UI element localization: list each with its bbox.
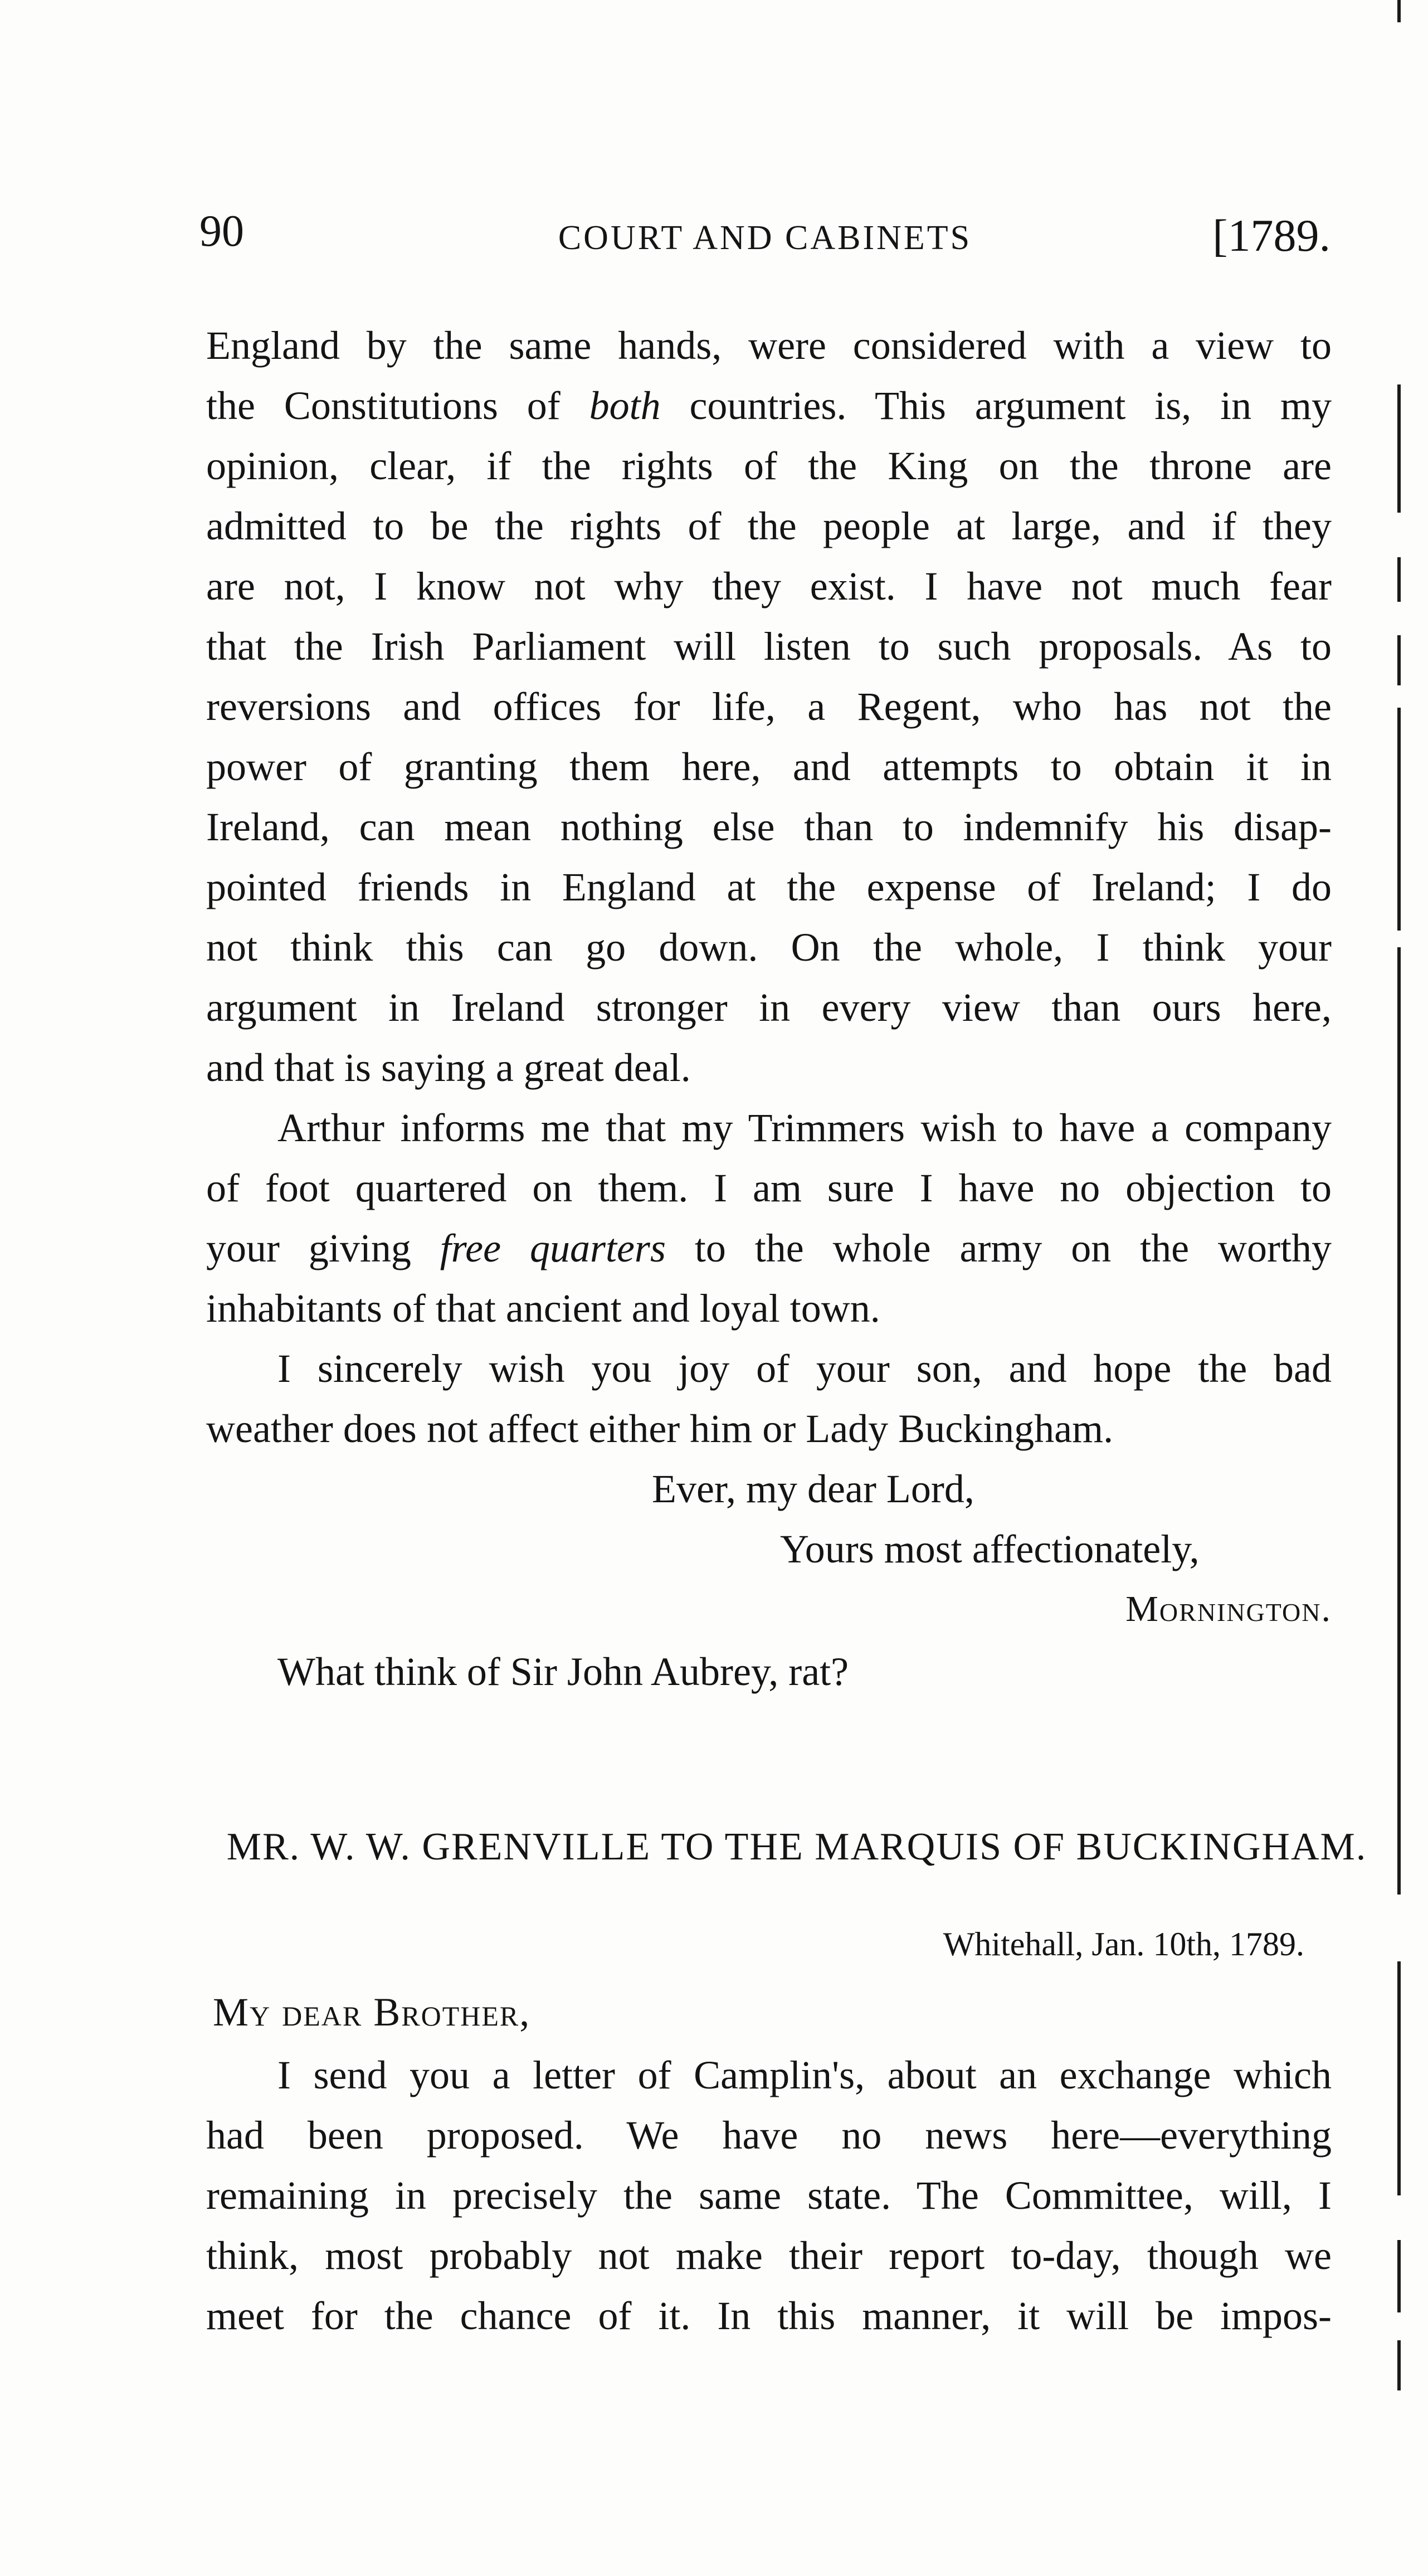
text-line: remaining in precisely the same state. The Committee, will, I	[206, 2173, 1332, 2218]
letter-dateline: Whitehall, Jan. 10th, 1789.	[943, 1926, 1304, 1963]
scan-edge-mark	[1397, 384, 1401, 513]
text-line: meet for the chance of it. In this manner, it will be impos-	[206, 2293, 1332, 2338]
signature: Mornington.	[1125, 1589, 1332, 1629]
paragraph-continued	[206, 315, 1332, 1459]
text-line: had been proposed. We have no news here—everything	[206, 2113, 1332, 2158]
complimentary-close: Yours most affectionately,	[780, 1527, 1200, 1571]
running-title: COURT AND CABINETS	[558, 219, 972, 257]
text-line: are not, I know not why they exist. I have not much fear	[206, 564, 1332, 608]
letter-body	[206, 2045, 1332, 2346]
text-line: not think this can go down. On the whole, I think your	[206, 925, 1332, 970]
text-line: the Constitutions of both countries. This argument is, in my	[206, 383, 1332, 428]
text-line: England by the same hands, were considered with a view to	[206, 323, 1332, 368]
text-line: your giving free quarters to the whole army on the worthy	[206, 1226, 1332, 1270]
scan-edge-mark	[1397, 947, 1401, 1895]
text-line: think, most probably not make their report to-day, though we	[206, 2233, 1332, 2278]
running-header	[199, 206, 1330, 267]
scan-edge-mark	[1397, 557, 1401, 602]
text-line: power of granting them here, and attempts to obtain it in	[206, 744, 1332, 789]
page-number: 90	[199, 207, 244, 256]
text-line: opinion, clear, if the rights of the King on the throne are	[206, 444, 1332, 488]
text-line: and that is saying a great deal.	[206, 1045, 691, 1090]
scan-edge-mark	[1397, 0, 1401, 22]
header-year: [1789.	[1212, 210, 1330, 261]
scan-edge-mark	[1397, 1961, 1401, 2195]
letter-closing	[206, 1459, 1332, 1639]
scan-edge-mark	[1397, 635, 1401, 685]
scan-edge-mark	[1397, 2340, 1401, 2390]
postscript-line: What think of Sir John Aubrey, rat?	[277, 1649, 849, 1694]
text-line: inhabitants of that ancient and loyal town.	[206, 1286, 880, 1331]
text-line: that the Irish Parliament will listen to such proposals. As to	[206, 624, 1332, 669]
text-line: Arthur informs me that my Trimmers wish to have a company	[277, 1106, 1332, 1150]
text-line: I sincerely wish you joy of your son, and hope the bad	[277, 1346, 1332, 1391]
text-line: I send you a letter of Camplin's, about an exchange which	[277, 2053, 1332, 2097]
text-line: Ireland, can mean nothing else than to indemnify his disap-	[206, 805, 1332, 849]
text-line: argument in Ireland stronger in every view than ours here,	[206, 985, 1332, 1030]
text-line: weather does not affect either him or Lady Buckingham.	[206, 1406, 1114, 1451]
italic-text: both	[589, 383, 661, 428]
italic-text: free quarters	[440, 1226, 666, 1270]
text-line: pointed friends in England at the expense of Ireland; I do	[206, 865, 1332, 909]
letter-heading: MR. W. W. GRENVILLE TO THE MARQUIS OF BUCKINGHAM.	[226, 1825, 1367, 1868]
valediction: Ever, my dear Lord,	[652, 1467, 974, 1511]
scan-edge-mark	[1397, 2240, 1401, 2312]
text-line: admitted to be the rights of the people at large, and if they	[206, 504, 1332, 548]
letter-salutation: My dear Brother,	[213, 1990, 531, 2034]
text-line: reversions and offices for life, a Regent, who has not the	[206, 684, 1332, 729]
postscript	[206, 1642, 1332, 1702]
text-line: of foot quartered on them. I am sure I have no objection to	[206, 1166, 1332, 1210]
scan-edge-mark	[1397, 708, 1401, 931]
